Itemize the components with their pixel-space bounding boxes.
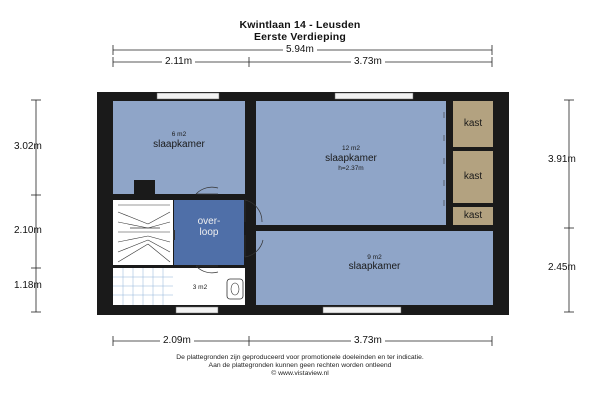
overloop-label-2: loop [199, 227, 219, 238]
kast-label-2: kast [463, 171, 483, 182]
dim-top-right: 3.73m [351, 56, 385, 67]
dim-left-bottom: 1.18m [14, 280, 42, 291]
room-height-topright: h=2.37m [338, 165, 364, 172]
stairwell [113, 200, 173, 265]
window-bottom-left [176, 307, 218, 313]
disclaimer-line-1: De plattegronden zijn geproduceerd voor promotionele doeleinden en ter indicatie. [176, 354, 424, 361]
dim-left-middle: 2.10m [14, 225, 42, 236]
room-name-bottomright: slaapkamer [348, 261, 401, 272]
dim-top-left: 2.11m [162, 56, 195, 67]
window-top-right [335, 93, 413, 99]
dim-bottom-right: 3.73m [351, 335, 385, 346]
dim-top-total: 5.94m [283, 44, 317, 55]
room-area-bottomright: 9 m2 [367, 254, 382, 261]
room-area-left: 6 m2 [171, 131, 187, 138]
sink-icon [227, 279, 243, 299]
dim-right-bottom: 2.45m [548, 262, 576, 273]
bathroom-area: 3 m2 [192, 284, 208, 291]
window-top-left [157, 93, 219, 99]
plan-subtitle: Eerste Verdieping [253, 31, 347, 43]
room-name-left: slaapkamer [153, 139, 205, 150]
dim-line-right [564, 100, 574, 312]
copyright-link[interactable]: © www.vistaview.nl [271, 370, 329, 377]
dim-right-top: 3.91m [548, 154, 576, 165]
window-bottom-right [323, 307, 401, 313]
dim-bottom-left: 2.09m [160, 335, 194, 346]
wall-pillar [134, 180, 155, 199]
dim-left-top: 3.02m [14, 141, 42, 152]
plan-title: Kwintlaan 14 - Leusden [239, 19, 361, 31]
room-area-topright: 12 m2 [341, 145, 361, 152]
disclaimer-line-2: Aan de plattegronden kunnen geen rechten worden ontleend [208, 362, 392, 369]
kast-label-1: kast [463, 118, 483, 129]
room-name-topright: slaapkamer [325, 153, 377, 164]
overloop-label-1: over- [197, 216, 221, 227]
kast-label-3: kast [463, 210, 483, 221]
